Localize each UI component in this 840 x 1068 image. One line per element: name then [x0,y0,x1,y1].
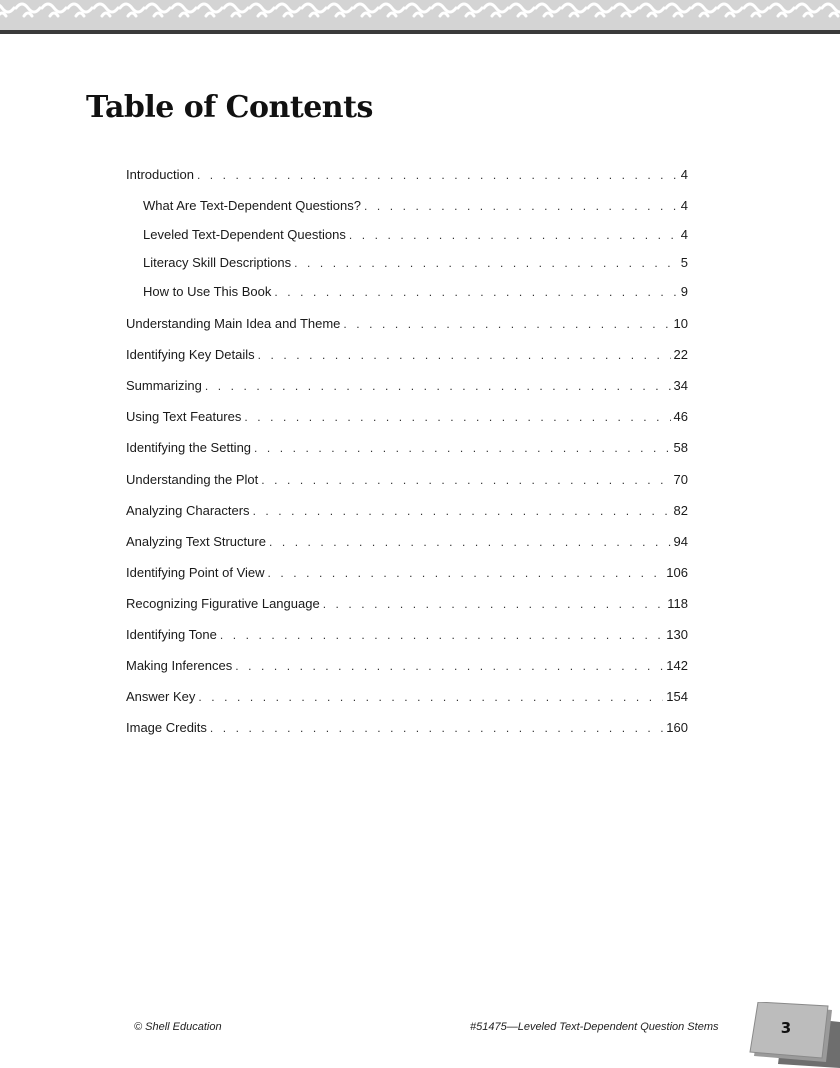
toc-entry-page: 9 [680,283,688,299]
toc-entry-page: 34 [673,378,688,394]
toc-entry-label: Identifying Key Details [126,347,255,363]
toc-entry [126,375,688,406]
toc-entry [126,562,688,593]
page-number: 3 [780,1019,792,1037]
toc-entry-label: Summarizing [126,378,202,394]
toc-entry-label: Introduction [126,167,194,182]
toc-entry [126,344,688,375]
toc-entry-label: Understanding Main Idea and Theme [126,316,341,332]
toc-entry-label: Making Inferences [126,658,233,674]
toc-entry [126,655,688,686]
toc-entry-label: Literacy Skill Descriptions [143,255,292,271]
toc-entry [126,252,688,281]
toc-entry [126,224,688,253]
toc-entry [126,593,688,624]
toc-entry-page: 4 [680,198,688,214]
toc-entry-page: 130 [666,627,688,643]
toc-entry-page: 106 [666,564,688,580]
dot-leader [205,375,671,397]
toc-entry-page: 10 [673,316,688,332]
toc-entry [126,500,688,531]
dot-leader [269,531,671,553]
toc-entry-page: 4 [680,226,688,242]
toc-entry-label: Image Credits [126,720,207,736]
toc-entry-page: 5 [680,255,688,271]
toc-entry [126,164,688,195]
dot-leader [210,717,663,739]
dot-leader [261,469,670,491]
toc-entry-page: 142 [666,658,688,674]
toc-entry-label: Identifying Tone [126,627,217,643]
dot-leader [343,313,670,335]
dot-leader [349,224,678,246]
toc-entry [126,281,688,310]
toc-entry-label: Using Text Features [126,409,242,425]
dot-leader [197,164,678,186]
toc-entry [126,313,688,344]
toc-entry-label: Analyzing Text Structure [126,533,266,549]
toc-entry [126,717,688,748]
toc-entry [126,406,688,437]
toc-entry-label: Answer Key [126,689,196,705]
toc-entry-label: Identifying the Setting [126,440,252,456]
squiggle-pattern-icon [0,0,840,30]
toc-entry [126,195,688,224]
toc-entry-page: 4 [680,167,688,182]
toc-entry-label: How to Use This Book [143,283,272,299]
banner-edge [0,30,840,34]
footer-copyright: © Shell Education [134,1021,222,1033]
toc-entry [126,624,688,655]
toc-entry-page: 46 [673,409,688,425]
dot-leader [268,562,664,584]
dot-leader [220,624,663,646]
dot-leader [258,344,671,366]
toc-entry-label: Leveled Text-Dependent Questions [143,226,346,242]
toc-entry-page: 154 [666,689,688,705]
dot-leader [254,437,671,459]
toc-entry-label: Identifying Point of View [126,564,265,580]
footer-book-info: #51475—Leveled Text-Dependent Question Stems [470,1021,719,1033]
toc-entry-page: 160 [666,720,688,736]
toc-entry-page: 118 [667,595,688,611]
toc-entry [126,686,688,717]
dot-leader [294,252,678,274]
toc-entry-page: 82 [673,502,688,518]
dot-leader [244,406,670,428]
table-of-contents [126,164,688,748]
decorative-header-banner [0,0,840,34]
toc-entry-page: 94 [673,533,688,549]
dot-leader [253,500,671,522]
toc-entry-page: 70 [673,471,688,487]
toc-entry [126,437,688,468]
dot-leader [235,655,663,677]
toc-entry-label: What Are Text-Dependent Questions? [143,198,361,214]
toc-entry-page: 22 [673,347,688,363]
dot-leader [323,593,665,615]
dot-leader [364,195,678,217]
toc-entry [126,469,688,500]
dot-leader [274,281,677,303]
toc-entry-page: 58 [673,440,688,456]
toc-entry-label: Understanding the Plot [126,471,259,487]
page-title: Table of Contents [86,90,373,125]
toc-entry-label: Recognizing Figurative Language [126,595,320,611]
dot-leader [198,686,663,708]
toc-entry [126,531,688,562]
toc-entry-label: Analyzing Characters [126,502,250,518]
